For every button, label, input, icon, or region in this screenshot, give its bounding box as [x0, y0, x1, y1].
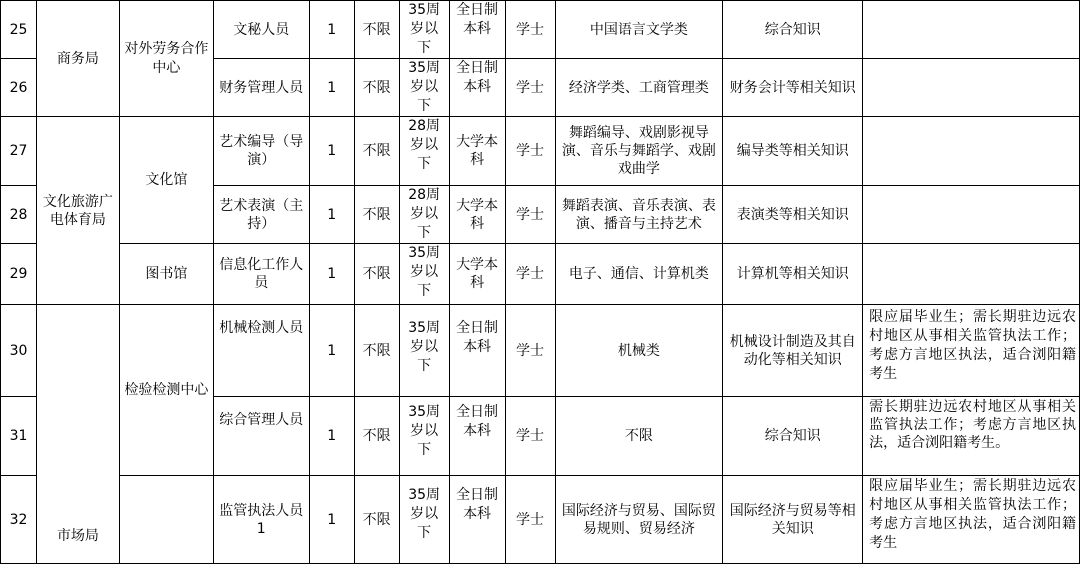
exam-cell: 计算机等相关知识	[723, 244, 863, 305]
headcount-cell: 1	[309, 397, 354, 476]
major-cell: 电子、通信、计算机类	[555, 244, 723, 305]
note-cell	[863, 117, 1080, 186]
unit-cell: 检验检测中心	[119, 305, 213, 476]
note-cell: 限应届毕业生；需长期驻边远农村地区从事相关监管执法工作；考虑方言地区执法，适合浏阳籍考生	[863, 305, 1080, 397]
major-cell: 舞蹈编导、戏剧影视导演、音乐与舞蹈学、戏剧戏曲学	[555, 117, 723, 186]
degree-cell: 学士	[505, 1, 555, 59]
row-number: 28	[1, 186, 37, 244]
exam-cell: 表演类等相关知识	[723, 186, 863, 244]
post-cell: 综合管理人员	[213, 397, 309, 476]
row-number: 26	[1, 59, 37, 117]
restriction-cell: 不限	[354, 244, 399, 305]
headcount-cell: 1	[309, 1, 354, 59]
headcount-cell: 1	[309, 59, 354, 117]
note-cell	[863, 59, 1080, 117]
row-number: 30	[1, 305, 37, 397]
note-cell	[863, 244, 1080, 305]
headcount-cell: 1	[309, 244, 354, 305]
education-cell: 全日制本科	[449, 1, 505, 59]
department-cell: 商务局	[36, 1, 119, 117]
degree-cell: 学士	[505, 186, 555, 244]
unit-cell	[119, 476, 213, 564]
degree-cell: 学士	[505, 117, 555, 186]
age-cell: 28周岁以下	[399, 117, 449, 186]
education-cell: 全日制本科	[449, 305, 505, 397]
row-number: 25	[1, 1, 37, 59]
unit-cell: 对外劳务合作中心	[119, 1, 213, 117]
headcount-cell: 1	[309, 117, 354, 186]
row-number: 32	[1, 476, 37, 564]
note-cell	[863, 186, 1080, 244]
headcount-cell: 1	[309, 305, 354, 397]
major-cell: 舞蹈表演、音乐表演、表演、播音与主持艺术	[555, 186, 723, 244]
age-cell: 35周岁以下	[399, 244, 449, 305]
row-number: 31	[1, 397, 37, 476]
degree-cell: 学士	[505, 476, 555, 564]
exam-cell: 财务会计等相关知识	[723, 59, 863, 117]
note-cell	[863, 1, 1080, 59]
age-cell: 35周岁以下	[399, 59, 449, 117]
major-cell: 不限	[555, 397, 723, 476]
post-cell: 文秘人员	[213, 1, 309, 59]
restriction-cell: 不限	[354, 1, 399, 59]
age-cell: 35周岁以下	[399, 1, 449, 59]
row-number: 27	[1, 117, 37, 186]
age-cell: 35周岁以下	[399, 476, 449, 564]
post-cell: 监管执法人员1	[213, 476, 309, 564]
education-cell: 大学本科	[449, 186, 505, 244]
education-cell: 大学本科	[449, 244, 505, 305]
restriction-cell: 不限	[354, 59, 399, 117]
exam-cell: 综合知识	[723, 1, 863, 59]
education-cell: 全日制本科	[449, 397, 505, 476]
major-cell: 国际经济与贸易、国际贸易规则、贸易经济	[555, 476, 723, 564]
department-cell: 文化旅游广电体育局	[36, 117, 119, 305]
education-cell: 全日制本科	[449, 59, 505, 117]
restriction-cell: 不限	[354, 397, 399, 476]
exam-cell: 综合知识	[723, 397, 863, 476]
post-cell: 财务管理人员	[213, 59, 309, 117]
age-cell: 35周岁以下	[399, 397, 449, 476]
age-cell: 28周岁以下	[399, 186, 449, 244]
exam-cell: 编导类等相关知识	[723, 117, 863, 186]
major-cell: 经济学类、工商管理类	[555, 59, 723, 117]
unit-cell: 文化馆	[119, 117, 213, 244]
degree-cell: 学士	[505, 397, 555, 476]
education-cell: 全日制本科	[449, 476, 505, 564]
headcount-cell: 1	[309, 476, 354, 564]
row-number: 29	[1, 244, 37, 305]
unit-cell: 图书馆	[119, 244, 213, 305]
major-cell: 机械类	[555, 305, 723, 397]
table-row	[1, 476, 1080, 564]
headcount-cell: 1	[309, 186, 354, 244]
post-cell: 信息化工作人员	[213, 244, 309, 305]
restriction-cell: 不限	[354, 186, 399, 244]
restriction-cell: 不限	[354, 476, 399, 564]
table-row	[1, 117, 1080, 186]
table-row	[1, 1, 1080, 59]
restriction-cell: 不限	[354, 305, 399, 397]
age-cell: 35周岁以下	[399, 305, 449, 397]
post-cell: 艺术编导（导演）	[213, 117, 309, 186]
table-row	[1, 244, 1080, 305]
degree-cell: 学士	[505, 305, 555, 397]
note-cell: 需长期驻边远农村地区从事相关监管执法工作；考虑方言地区执法，适合浏阳籍考生。	[863, 397, 1080, 476]
note-cell: 限应届毕业生；需长期驻边远农村地区从事相关监管执法工作；考虑方言地区执法，适合浏阳籍考生	[863, 476, 1080, 564]
exam-cell: 机械设计制造及其自动化等相关知识	[723, 305, 863, 397]
restriction-cell: 不限	[354, 117, 399, 186]
degree-cell: 学士	[505, 59, 555, 117]
post-cell: 机械检测人员	[213, 305, 309, 397]
degree-cell: 学士	[505, 244, 555, 305]
post-cell: 艺术表演（主持）	[213, 186, 309, 244]
exam-cell: 国际经济与贸易等相关知识	[723, 476, 863, 564]
major-cell: 中国语言文学类	[555, 1, 723, 59]
table-row	[1, 305, 1080, 397]
education-cell: 大学本科	[449, 117, 505, 186]
department-cell: 市场局	[36, 305, 119, 564]
